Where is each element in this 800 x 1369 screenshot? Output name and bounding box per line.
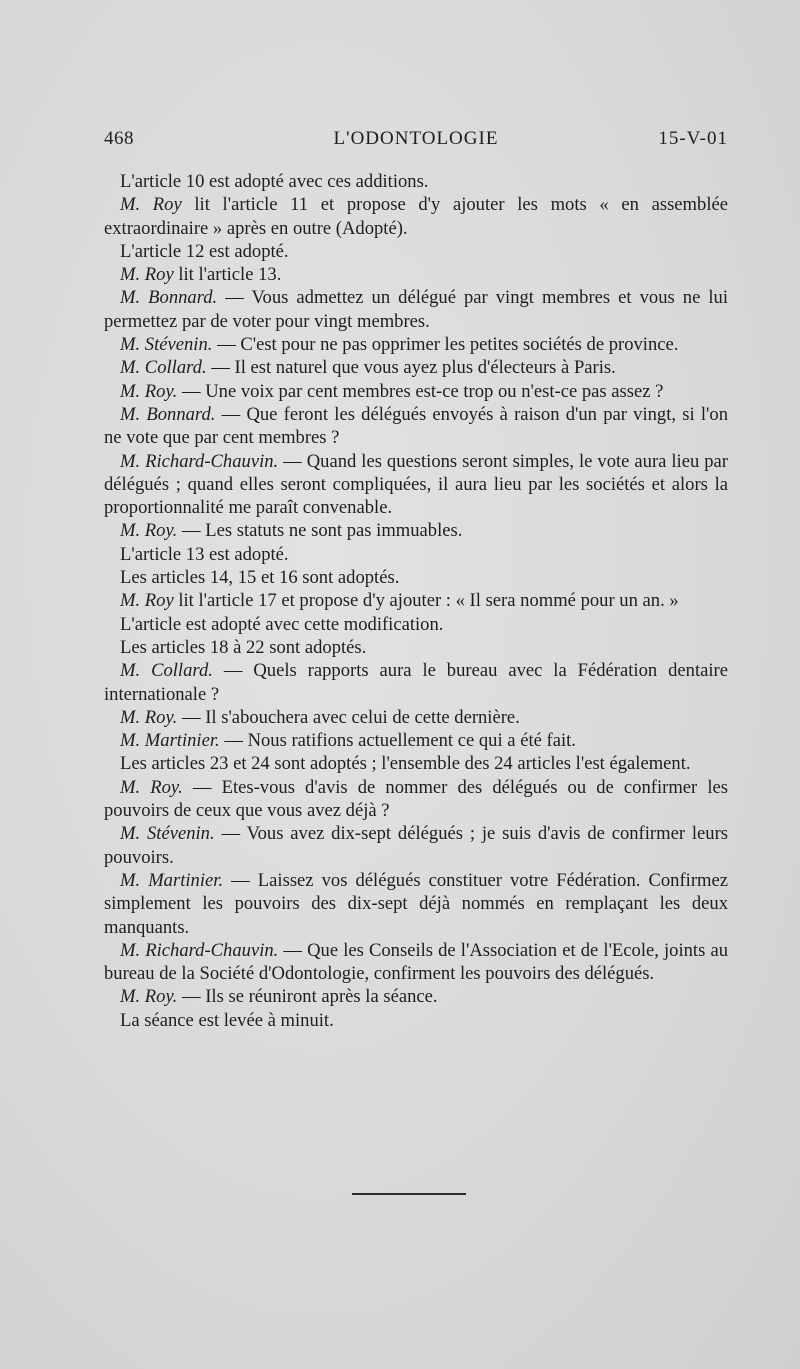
paragraph-text: Les articles 18 à 22 sont adoptés.	[120, 636, 367, 658]
paragraph-text: lit l'article 13.	[173, 264, 282, 286]
paragraph-text: La séance est levée à minuit.	[120, 1009, 334, 1031]
paragraph	[104, 403, 728, 450]
speaker: M. Roy.	[120, 776, 183, 798]
speaker: M. Stévenin.	[120, 823, 215, 845]
paragraph	[104, 240, 728, 263]
speaker: M. Richard-Chauvin.	[120, 450, 279, 472]
paragraph-text: L'article 10 est adopté avec ces additions.	[120, 171, 429, 192]
paragraph-text: — Que feront les délégués envoyés à raison d'un par vingt, si l'on ne vote que par cent membres ?	[104, 403, 728, 449]
paragraph-text: — Quels rapports aura le bureau avec la Fédération dentaire internationale ?	[104, 660, 728, 705]
paragraph	[104, 752, 728, 775]
paragraph	[104, 939, 728, 986]
paragraph	[104, 822, 728, 869]
paragraph-text: Les articles 23 et 24 sont adoptés ; l'ensemble des 24 articles l'est également.	[120, 753, 691, 775]
speaker: M. Richard-Chauvin.	[120, 939, 279, 961]
speaker: M. Martinier.	[120, 730, 220, 752]
paragraph-text: — Laissez vos délégués constituer votre Fédération. Confirmez simplement les pouvoirs des dix-sept déjà nommés en remplaçant les deux manquants.	[104, 869, 728, 938]
paragraph	[104, 729, 728, 752]
speaker: M. Roy	[120, 590, 174, 612]
paragraph	[104, 543, 728, 566]
paragraph-text: L'article est adopté avec cette modification.	[120, 613, 444, 635]
speaker: M. Bonnard.	[120, 403, 216, 425]
paragraph-text: — C'est pour ne pas opprimer les petites sociétés de province.	[212, 334, 679, 356]
paragraph	[104, 263, 728, 286]
paragraph-text: — Vous admettez un délégué par vingt membres et vous ne lui permettez par de voter pour vingt membres.	[104, 287, 728, 332]
paragraph-text: lit l'article 17 et propose d'y ajouter : « Il sera nommé pour un an. »	[173, 590, 679, 612]
paragraph	[104, 706, 728, 729]
paragraph	[104, 636, 728, 659]
page-number: 468	[104, 128, 134, 149]
paragraph	[104, 869, 728, 939]
paragraph-text: — Les statuts ne sont pas immuables.	[177, 520, 463, 542]
speaker: M. Roy.	[120, 706, 178, 728]
paragraph	[104, 193, 728, 240]
paragraph	[104, 380, 728, 403]
speaker: M. Bonnard.	[120, 287, 218, 309]
paragraph-text: — Ils se réuniront après la séance.	[177, 986, 438, 1008]
speaker: M. Collard.	[120, 357, 207, 379]
speaker: M. Roy.	[120, 986, 178, 1008]
speaker: M. Stévenin.	[120, 334, 213, 356]
paragraph	[104, 613, 728, 636]
paragraph	[104, 566, 728, 589]
paragraph-text: — Etes-vous d'avis de nommer des délégués ou de confirmer les pouvoirs de ceux que vous avez déjà ?	[104, 776, 728, 822]
paragraph-text: — Il s'abouchera avec celui de cette dernière.	[177, 706, 520, 728]
speaker: M. Collard.	[120, 660, 213, 682]
paragraph	[104, 333, 728, 356]
end-rule	[352, 1193, 466, 1195]
paragraph	[104, 659, 728, 706]
paragraph	[104, 776, 728, 823]
journal-title: L'ODONTOLOGIE	[333, 128, 499, 149]
running-header	[104, 128, 728, 158]
paragraph-text: Les articles 14, 15 et 16 sont adoptés.	[120, 567, 400, 589]
issue-date: 15-V-01	[658, 128, 728, 149]
paragraph	[104, 519, 728, 542]
paragraph	[104, 356, 728, 379]
paragraph	[104, 1009, 728, 1032]
paragraph-text: — Que les Conseils de l'Association et de l'Ecole, joints au bureau de la Société d'Odontologie, confirment les pouvoirs des délégués.	[104, 939, 728, 985]
speaker: M. Roy	[120, 194, 182, 216]
paragraph-text: L'article 13 est adopté.	[120, 543, 289, 565]
paragraph	[104, 170, 728, 193]
paragraph-text: lit l'article 11 et propose d'y ajouter les mots « en assemblée extraordinaire » après en outre (Adopté).	[104, 194, 728, 239]
speaker: M. Roy.	[120, 380, 178, 402]
paragraph-text: — Quand les questions seront simples, le vote aura lieu par délégués ; quand elles seront compliquées, il aura lieu par les sociétés et alors la proportionnalité me paraît convenable.	[104, 450, 728, 519]
paragraph-text: — Nous ratifions actuellement ce qui a été fait.	[219, 730, 576, 752]
paragraph	[104, 450, 728, 520]
document-page	[104, 128, 728, 1032]
paragraph-text: — Une voix par cent membres est-ce trop ou n'est-ce pas assez ?	[177, 380, 664, 402]
paragraph-text: L'article 12 est adopté.	[120, 240, 289, 262]
speaker: M. Roy	[120, 264, 174, 286]
paragraph	[104, 589, 728, 612]
paragraph	[104, 985, 728, 1008]
paragraph	[104, 286, 728, 333]
paragraph-text: — Vous avez dix-sept délégués ; je suis d'avis de confirmer leurs pouvoirs.	[104, 823, 728, 868]
paragraph-text: — Il est naturel que vous ayez plus d'électeurs à Paris.	[206, 357, 616, 379]
speaker: M. Roy.	[120, 520, 178, 542]
body-text	[104, 170, 728, 1032]
speaker: M. Martinier.	[120, 869, 224, 891]
